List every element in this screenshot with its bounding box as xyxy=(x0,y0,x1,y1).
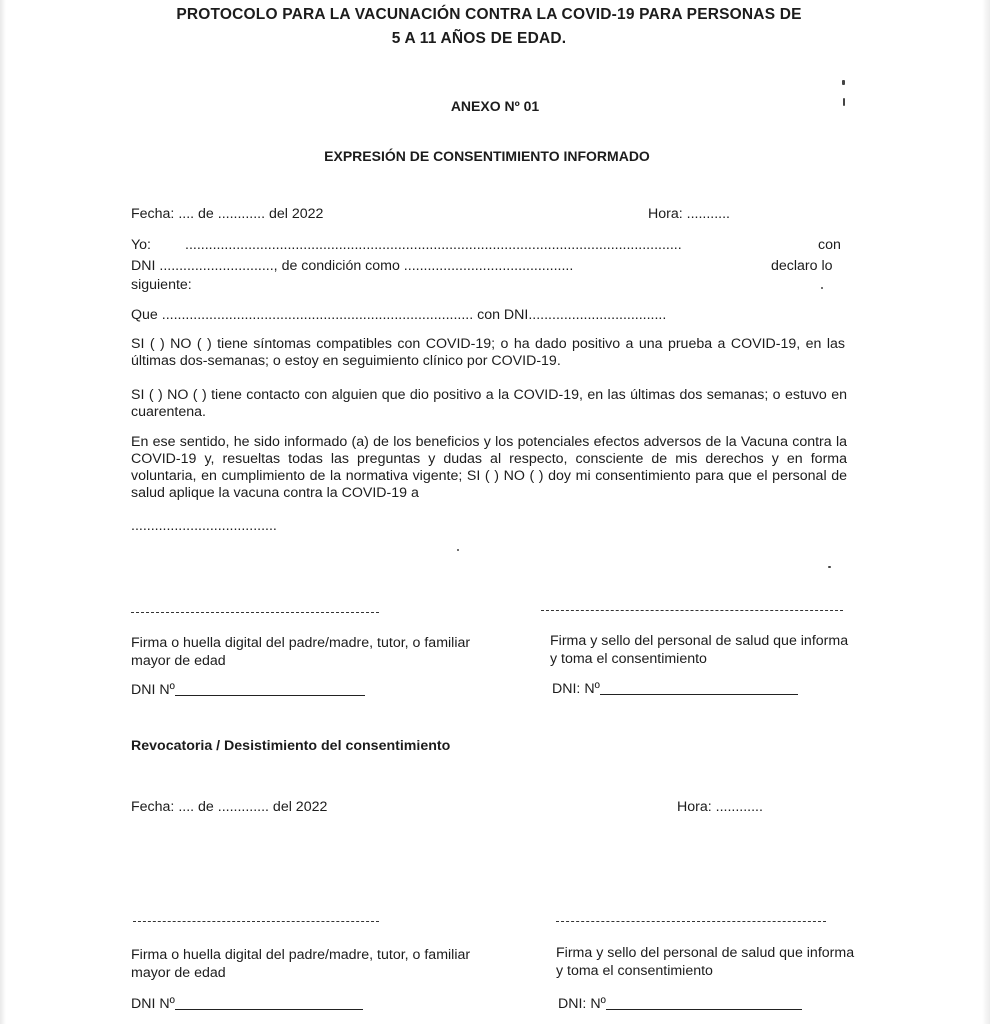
contact-question: SI ( ) NO ( ) tiene contacto con alguien que dio positivo a la COVID-19, en las últimas dos semanas; o estuvo en cuarentena. xyxy=(131,387,847,420)
declaro-text: declaro lo xyxy=(771,258,833,274)
annex-heading: ANEXO Nº 01 xyxy=(450,98,540,114)
document-title-line-2: 5 A 11 AÑOS DE EDAD. xyxy=(391,30,567,47)
scan-speck xyxy=(843,98,845,106)
guardian-dni-field xyxy=(131,681,365,698)
yo-label: Yo: xyxy=(131,237,151,253)
staff-signature-line xyxy=(541,610,843,611)
siguiente-text: siguiente: xyxy=(131,277,192,293)
consent-beneficiary-field: ..................................... xyxy=(131,518,277,534)
que-dni-field: Que ............................................................................... con DNI................................... xyxy=(131,307,667,323)
revocation-guardian-dni-underline xyxy=(175,995,363,1010)
staff-signature-label: Firma y sello del personal de salud que informa y toma el consentimiento xyxy=(550,633,849,667)
guardian-dni-label: DNI Nº xyxy=(131,682,175,698)
consent-time-field: Hora: ........... xyxy=(648,206,730,222)
dni-condition-field: DNI ............................., de condición como ........................................... xyxy=(131,258,574,274)
scan-speck xyxy=(842,80,845,85)
revocation-heading: Revocatoria / Desistimiento del consentimiento xyxy=(131,738,451,754)
revocation-time-field: Hora: ............ xyxy=(677,799,763,815)
guardian-signature-label: Firma o huella digital del padre/madre, tutor, o familiar mayor de edad xyxy=(131,635,471,669)
staff-dni-underline xyxy=(600,680,798,695)
revocation-staff-dni-underline xyxy=(606,995,802,1010)
revocation-guardian-dni-label: DNI Nº xyxy=(131,996,175,1012)
revocation-staff-signature-label: Firma y sello del personal de salud que informa y toma el consentimiento xyxy=(556,945,855,979)
page-right-edge xyxy=(982,0,990,1024)
guardian-signature-line xyxy=(131,612,379,613)
revocation-staff-signature-line xyxy=(556,921,826,922)
revocation-date-field: Fecha: .... de ............. del 2022 xyxy=(131,799,328,815)
revocation-guardian-signature-line xyxy=(133,921,379,922)
scan-speck xyxy=(828,566,831,568)
guardian-dni-underline xyxy=(175,681,365,696)
symptoms-question: SI ( ) NO ( ) tiene síntomas compatibles con COVID-19; o ha dado positivo a una prueba a COVID-19, en las últimas dos-semanas; o estoy en seguimiento clínico por COVID-19. xyxy=(131,336,845,369)
consent-date-field: Fecha: .... de ............ del 2022 xyxy=(131,206,324,222)
yo-name-field: .............................................................................................................................. xyxy=(185,237,682,253)
staff-dni-label: DNI: Nº xyxy=(552,681,600,697)
informed-consent-statement: En ese sentido, he sido informado (a) de los beneficios y los potenciales efectos adversos de la Vacuna contra la COVID-19 y, resueltas todas las preguntas y dudas al respecto, consciente de mis derechos y en forma voluntaria, en cumplimiento de la normativa vigente; SI ( ) NO ( ) doy mi consentimiento para que el personal de salud aplique la vacuna contra la COVID-19 a xyxy=(131,434,847,501)
revocation-staff-dni-label: DNI: Nº xyxy=(558,996,606,1012)
yo-con-text: con xyxy=(818,237,841,253)
revocation-guardian-dni-field xyxy=(131,995,363,1012)
document-title-line-1: PROTOCOLO PARA LA VACUNACIÓN CONTRA LA COVID-19 PARA PERSONAS DE xyxy=(176,6,802,23)
revocation-staff-dni-field xyxy=(558,995,802,1012)
scan-speck xyxy=(457,549,459,551)
consent-heading: EXPRESIÓN DE CONSENTIMIENTO INFORMADO xyxy=(324,148,650,164)
staff-dni-field xyxy=(552,680,798,697)
scan-speck xyxy=(821,287,823,289)
revocation-guardian-signature-label: Firma o huella digital del padre/madre, tutor, o familiar mayor de edad xyxy=(131,947,471,981)
